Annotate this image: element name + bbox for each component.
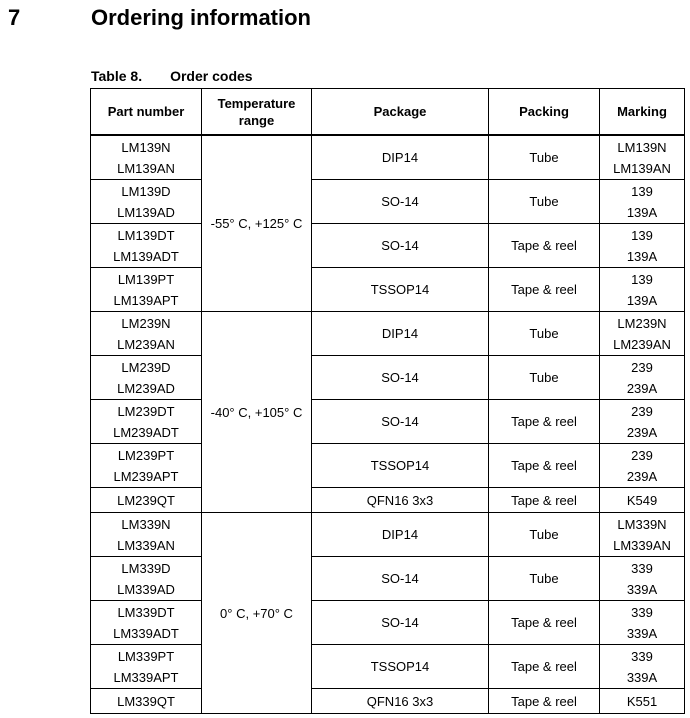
table-row [91, 689, 685, 714]
marking-cell-line: 139 [631, 183, 653, 199]
packing-cell: Tape & reel [489, 689, 600, 714]
packing-cell: Tube [489, 135, 600, 180]
marking-cell-line: 139 [631, 271, 653, 287]
packing-cell: Tape & reel [489, 601, 600, 645]
part-number-cell-line: LM339AN [117, 537, 175, 553]
marking-cell-line: 239A [626, 468, 658, 484]
part-number-cell [91, 312, 202, 356]
marking-cell [600, 400, 685, 444]
marking-cell-line: 239 [631, 359, 653, 375]
part-number-cell [91, 513, 202, 557]
header-part-number: Part number [91, 89, 202, 136]
section-number: 7 [8, 5, 21, 30]
temperature-range-cell: -55° C, +125° C [202, 135, 312, 312]
packing-cell: Tube [489, 180, 600, 224]
table-row [91, 224, 685, 268]
part-number-cell-line: LM239D [121, 359, 171, 375]
part-number-cell [91, 645, 202, 689]
table-row [91, 601, 685, 645]
part-number-cell [91, 224, 202, 268]
marking-cell-line: LM339N [617, 516, 667, 532]
part-number-cell-line: LM139N [121, 139, 171, 155]
package-cell: SO-14 [312, 180, 489, 224]
package-cell: SO-14 [312, 557, 489, 601]
part-number-cell-line: LM339APT [113, 669, 179, 685]
marking-cell-line: 339A [626, 581, 658, 597]
table-row [91, 312, 685, 356]
part-number-cell-line: LM139AN [117, 160, 175, 176]
table-header-row [91, 89, 685, 136]
marking-cell-line: LM339AN [613, 537, 671, 553]
header-marking: Marking [600, 89, 685, 136]
part-number-cell-line: LM339QT [117, 693, 175, 709]
marking-cell [600, 224, 685, 268]
part-number-cell [91, 557, 202, 601]
caption-title: Order codes [170, 68, 253, 84]
section-title: Ordering information [91, 5, 311, 30]
package-cell: DIP14 [312, 135, 489, 180]
packing-cell: Tube [489, 356, 600, 400]
marking-cell [600, 645, 685, 689]
part-number-cell [91, 444, 202, 488]
part-number-cell-line: LM139PT [117, 271, 175, 287]
marking-cell [600, 135, 685, 180]
package-cell: SO-14 [312, 224, 489, 268]
part-number-cell-line: LM139DT [117, 227, 175, 243]
temperature-range-cell: 0° C, +70° C [202, 513, 312, 714]
marking-cell-line: K549 [626, 492, 658, 508]
marking-cell [600, 312, 685, 356]
part-number-cell-line: LM239APT [113, 468, 179, 484]
marking-cell-line: LM139AN [613, 160, 671, 176]
marking-cell [600, 601, 685, 645]
marking-cell-line: 239 [631, 447, 653, 463]
packing-cell: Tape & reel [489, 268, 600, 312]
packing-cell: Tape & reel [489, 400, 600, 444]
table-row [91, 557, 685, 601]
header-temp-line1: Temperature [217, 95, 296, 111]
part-number-cell [91, 180, 202, 224]
marking-cell-line: LM239N [617, 315, 667, 331]
marking-cell-line: 139 [631, 227, 653, 243]
order-codes-table [90, 88, 685, 714]
table-row [91, 444, 685, 488]
part-number-cell-line: LM239AN [117, 336, 175, 352]
part-number-cell [91, 400, 202, 444]
table-row [91, 645, 685, 689]
marking-cell-line: 139A [626, 292, 658, 308]
package-cell: SO-14 [312, 400, 489, 444]
marking-cell-line: 339A [626, 625, 658, 641]
part-number-cell [91, 356, 202, 400]
marking-cell-line: LM139N [617, 139, 667, 155]
table-row [91, 488, 685, 513]
packing-cell: Tube [489, 557, 600, 601]
part-number-cell-line: LM339ADT [113, 625, 179, 641]
table-row [91, 400, 685, 444]
part-number-cell-line: LM339D [121, 560, 171, 576]
marking-cell [600, 689, 685, 714]
package-cell: TSSOP14 [312, 444, 489, 488]
package-cell: QFN16 3x3 [312, 488, 489, 513]
part-number-cell-line: LM139APT [113, 292, 179, 308]
packing-cell: Tube [489, 312, 600, 356]
part-number-cell [91, 601, 202, 645]
package-cell: TSSOP14 [312, 268, 489, 312]
part-number-cell-line: LM139D [121, 183, 171, 199]
part-number-cell-line: LM239AD [117, 380, 175, 396]
part-number-cell-line: LM139ADT [113, 248, 179, 264]
marking-cell-line: 339 [631, 560, 653, 576]
marking-cell-line: 339 [631, 604, 653, 620]
part-number-cell-line: LM339N [121, 516, 171, 532]
part-number-cell [91, 135, 202, 180]
marking-cell [600, 557, 685, 601]
packing-cell: Tape & reel [489, 444, 600, 488]
packing-cell: Tape & reel [489, 488, 600, 513]
packing-cell: Tape & reel [489, 224, 600, 268]
part-number-cell [91, 689, 202, 714]
table-row [91, 356, 685, 400]
package-cell: SO-14 [312, 601, 489, 645]
part-number-cell-line: LM139AD [117, 204, 175, 220]
table-row [91, 180, 685, 224]
marking-cell-line: 239A [626, 380, 658, 396]
table-caption [91, 68, 253, 84]
header-packing: Packing [489, 89, 600, 136]
marking-cell-line: K551 [626, 693, 658, 709]
part-number-cell-line: LM339DT [117, 604, 175, 620]
marking-cell [600, 488, 685, 513]
header-temp-line2: range [238, 112, 275, 128]
marking-cell-line: 339 [631, 648, 653, 664]
part-number-cell-line: LM339AD [117, 581, 175, 597]
marking-cell-line: 339A [626, 669, 658, 685]
marking-cell-line: LM239AN [613, 336, 671, 352]
table-row [91, 135, 685, 180]
marking-cell-line: 139A [626, 204, 658, 220]
marking-cell [600, 180, 685, 224]
part-number-cell-line: LM239N [121, 315, 171, 331]
marking-cell-line: 239 [631, 403, 653, 419]
marking-cell [600, 268, 685, 312]
temperature-range-cell: -40° C, +105° C [202, 312, 312, 513]
marking-cell-line: 239A [626, 424, 658, 440]
header-package: Package [312, 89, 489, 136]
marking-cell-line: 139A [626, 248, 658, 264]
caption-label: Table 8. [91, 68, 143, 84]
part-number-cell [91, 488, 202, 513]
table-row [91, 268, 685, 312]
table-row [91, 513, 685, 557]
packing-cell: Tape & reel [489, 645, 600, 689]
packing-cell: Tube [489, 513, 600, 557]
part-number-cell [91, 268, 202, 312]
part-number-cell-line: LM239DT [117, 403, 175, 419]
part-number-cell-line: LM339PT [117, 648, 175, 664]
part-number-cell-line: LM239QT [117, 492, 175, 508]
marking-cell [600, 356, 685, 400]
marking-cell [600, 444, 685, 488]
package-cell: DIP14 [312, 312, 489, 356]
part-number-cell-line: LM239ADT [113, 424, 179, 440]
part-number-cell-line: LM239PT [117, 447, 175, 463]
header-temperature-range [202, 89, 312, 136]
package-cell: TSSOP14 [312, 645, 489, 689]
marking-cell [600, 513, 685, 557]
package-cell: DIP14 [312, 513, 489, 557]
package-cell: SO-14 [312, 356, 489, 400]
package-cell: QFN16 3x3 [312, 689, 489, 714]
